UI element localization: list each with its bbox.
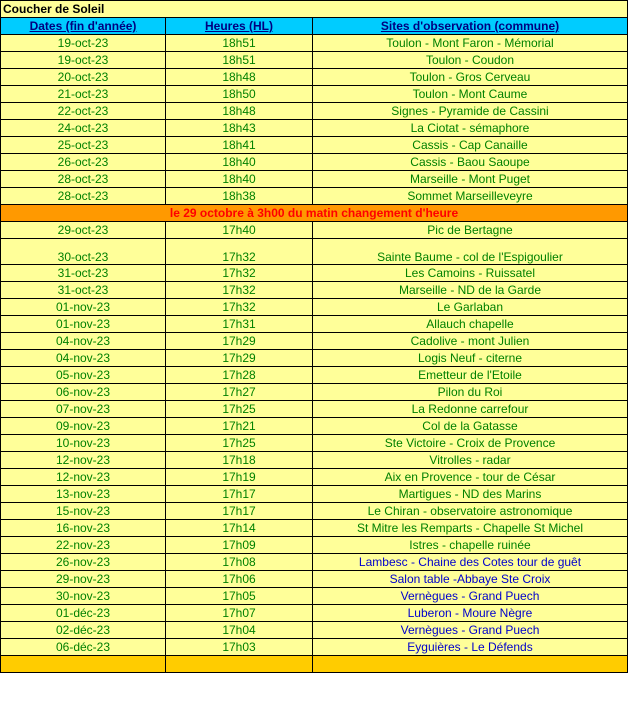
site-cell[interactable]: Signes - Pyramide de Cassini xyxy=(313,103,628,120)
header-row xyxy=(1,18,628,35)
table-row xyxy=(1,282,628,299)
date-cell[interactable]: 04-nov-23 xyxy=(1,350,166,367)
date-cell[interactable]: 28-oct-23 xyxy=(1,188,166,205)
date-cell[interactable]: 25-oct-23 xyxy=(1,137,166,154)
site-cell[interactable]: Vernègues - Grand Puech xyxy=(313,588,628,605)
header-time[interactable]: Heures (HL) xyxy=(166,18,313,35)
table-row xyxy=(1,554,628,571)
site-cell[interactable]: Luberon - Moure Nègre xyxy=(313,605,628,622)
table-row xyxy=(1,588,628,605)
date-cell[interactable]: 19-oct-23 xyxy=(1,52,166,69)
table-row xyxy=(1,299,628,316)
date-cell[interactable]: 05-nov-23 xyxy=(1,367,166,384)
sheet-title[interactable]: Coucher de Soleil xyxy=(1,1,628,18)
site-cell[interactable]: Istres - chapelle ruinée xyxy=(313,537,628,554)
site-cell[interactable]: Sommet Marseilleveyre xyxy=(313,188,628,205)
time-change-notice[interactable]: le 29 octobre à 3h00 du matin changement d'heure xyxy=(1,205,628,222)
table-row xyxy=(1,418,628,435)
time-cell[interactable]: 17h21 xyxy=(166,418,313,435)
time-cell[interactable]: 17h19 xyxy=(166,469,313,486)
site-cell[interactable]: Cassis - Baou Saoupe xyxy=(313,154,628,171)
empty-cell[interactable] xyxy=(166,656,313,673)
table-row xyxy=(1,571,628,588)
table-row xyxy=(1,265,628,282)
time-cell[interactable]: 17h09 xyxy=(166,537,313,554)
time-cell[interactable]: 18h51 xyxy=(166,52,313,69)
time-cell[interactable]: 17h32 xyxy=(166,265,313,282)
time-cell[interactable]: 18h41 xyxy=(166,137,313,154)
table-row xyxy=(1,120,628,137)
time-cell[interactable]: 18h48 xyxy=(166,69,313,86)
site-cell[interactable]: Logis Neuf - citerne xyxy=(313,350,628,367)
table-row xyxy=(1,639,628,656)
table-row xyxy=(1,350,628,367)
title-row xyxy=(1,1,628,18)
table-row xyxy=(1,333,628,350)
table-row xyxy=(1,435,628,452)
date-cell[interactable]: 29-oct-23 xyxy=(1,222,166,239)
date-cell[interactable]: 06-nov-23 xyxy=(1,384,166,401)
date-cell[interactable]: 20-oct-23 xyxy=(1,69,166,86)
date-cell[interactable]: 13-nov-23 xyxy=(1,486,166,503)
table-row xyxy=(1,103,628,120)
site-cell[interactable]: Emetteur de l'Etoile xyxy=(313,367,628,384)
table-row xyxy=(1,222,628,239)
date-cell[interactable]: 12-nov-23 xyxy=(1,452,166,469)
date-cell[interactable]: 10-nov-23 xyxy=(1,435,166,452)
date-cell[interactable]: 31-oct-23 xyxy=(1,265,166,282)
date-cell[interactable]: 02-déc-23 xyxy=(1,622,166,639)
empty-cell[interactable] xyxy=(313,656,628,673)
footer-row xyxy=(1,656,628,673)
date-cell[interactable]: 16-nov-23 xyxy=(1,520,166,537)
time-cell[interactable]: 17h06 xyxy=(166,571,313,588)
time-cell[interactable]: 18h40 xyxy=(166,154,313,171)
time-cell[interactable]: 17h32 xyxy=(166,299,313,316)
time-cell[interactable]: 17h32 xyxy=(166,239,313,265)
table-row xyxy=(1,520,628,537)
time-cell[interactable]: 17h29 xyxy=(166,350,313,367)
site-cell[interactable]: Pic de Bertagne xyxy=(313,222,628,239)
date-cell[interactable]: 30-oct-23 xyxy=(1,239,166,265)
site-cell[interactable]: Lambesc - Chaine des Cotes tour de guêt xyxy=(313,554,628,571)
date-cell[interactable]: 29-nov-23 xyxy=(1,571,166,588)
date-cell[interactable]: 31-oct-23 xyxy=(1,282,166,299)
site-cell[interactable]: Toulon - Coudon xyxy=(313,52,628,69)
table-row xyxy=(1,316,628,333)
site-cell[interactable]: Le Chiran - observatoire astronomique xyxy=(313,503,628,520)
date-cell[interactable]: 09-nov-23 xyxy=(1,418,166,435)
time-cell[interactable]: 17h14 xyxy=(166,520,313,537)
date-cell[interactable]: 01-déc-23 xyxy=(1,605,166,622)
time-cell[interactable]: 17h03 xyxy=(166,639,313,656)
table-row xyxy=(1,401,628,418)
time-cell[interactable]: 17h05 xyxy=(166,588,313,605)
table-row xyxy=(1,86,628,103)
site-cell[interactable]: Toulon - Mont Faron - Mémorial xyxy=(313,35,628,52)
time-cell[interactable]: 17h17 xyxy=(166,486,313,503)
date-cell[interactable]: 01-nov-23 xyxy=(1,316,166,333)
site-cell[interactable]: Toulon - Mont Caume xyxy=(313,86,628,103)
site-cell[interactable]: Les Camoins - Ruissatel xyxy=(313,265,628,282)
table-row xyxy=(1,35,628,52)
time-cell[interactable]: 17h32 xyxy=(166,282,313,299)
site-cell[interactable]: St Mitre les Remparts - Chapelle St Michel xyxy=(313,520,628,537)
site-cell[interactable]: Pilon du Roi xyxy=(313,384,628,401)
site-cell[interactable]: Allauch chapelle xyxy=(313,316,628,333)
table-row xyxy=(1,69,628,86)
empty-cell[interactable] xyxy=(1,656,166,673)
date-cell[interactable]: 04-nov-23 xyxy=(1,333,166,350)
time-cell[interactable]: 18h48 xyxy=(166,103,313,120)
table-row xyxy=(1,452,628,469)
time-cell[interactable]: 18h50 xyxy=(166,86,313,103)
site-cell[interactable]: La Redonne carrefour xyxy=(313,401,628,418)
site-cell[interactable]: Toulon - Gros Cerveau xyxy=(313,69,628,86)
time-cell[interactable]: 17h08 xyxy=(166,554,313,571)
date-cell[interactable]: 28-oct-23 xyxy=(1,171,166,188)
table-row xyxy=(1,622,628,639)
time-cell[interactable]: 17h17 xyxy=(166,503,313,520)
time-cell[interactable]: 18h43 xyxy=(166,120,313,137)
time-change-row xyxy=(1,205,628,222)
date-cell[interactable]: 22-oct-23 xyxy=(1,103,166,120)
date-cell[interactable]: 24-oct-23 xyxy=(1,120,166,137)
time-cell[interactable]: 18h51 xyxy=(166,35,313,52)
site-cell[interactable]: Eyguières - Le Défends xyxy=(313,639,628,656)
site-cell[interactable]: La Ciotat - sémaphore xyxy=(313,120,628,137)
time-cell[interactable]: 17h40 xyxy=(166,222,313,239)
date-cell[interactable]: 21-oct-23 xyxy=(1,86,166,103)
header-date[interactable]: Dates (fin d'année) xyxy=(1,18,166,35)
date-cell[interactable]: 26-oct-23 xyxy=(1,154,166,171)
time-cell[interactable]: 17h07 xyxy=(166,605,313,622)
site-cell[interactable]: Col de la Gatasse xyxy=(313,418,628,435)
table-row xyxy=(1,188,628,205)
date-cell[interactable]: 07-nov-23 xyxy=(1,401,166,418)
table-row xyxy=(1,486,628,503)
time-cell[interactable]: 17h25 xyxy=(166,435,313,452)
date-cell[interactable]: 12-nov-23 xyxy=(1,469,166,486)
date-cell[interactable]: 26-nov-23 xyxy=(1,554,166,571)
time-cell[interactable]: 17h27 xyxy=(166,384,313,401)
table-row xyxy=(1,537,628,554)
site-cell[interactable]: Salon table -Abbaye Ste Croix xyxy=(313,571,628,588)
date-cell[interactable]: 30-nov-23 xyxy=(1,588,166,605)
site-cell[interactable]: Marseille - ND de la Garde xyxy=(313,282,628,299)
site-cell[interactable]: Sainte Baume - col de l'Espigoulier xyxy=(313,239,628,265)
table-row xyxy=(1,52,628,69)
time-cell[interactable]: 18h38 xyxy=(166,188,313,205)
site-cell[interactable]: Aix en Provence - tour de César xyxy=(313,469,628,486)
table-row xyxy=(1,384,628,401)
site-cell[interactable]: Marseille - Mont Puget xyxy=(313,171,628,188)
table-row xyxy=(1,171,628,188)
time-cell[interactable]: 17h18 xyxy=(166,452,313,469)
table-row xyxy=(1,469,628,486)
header-site[interactable]: Sites d'observation (commune) xyxy=(313,18,628,35)
table-row xyxy=(1,605,628,622)
date-cell[interactable]: 06-déc-23 xyxy=(1,639,166,656)
site-cell[interactable]: Le Garlaban xyxy=(313,299,628,316)
table-row xyxy=(1,503,628,520)
site-cell[interactable]: Vernègues - Grand Puech xyxy=(313,622,628,639)
table-row xyxy=(1,239,628,265)
date-cell[interactable]: 22-nov-23 xyxy=(1,537,166,554)
site-cell[interactable]: Cassis - Cap Canaille xyxy=(313,137,628,154)
site-cell[interactable]: Vitrolles - radar xyxy=(313,452,628,469)
table-row xyxy=(1,367,628,384)
date-cell[interactable]: 15-nov-23 xyxy=(1,503,166,520)
time-cell[interactable]: 17h29 xyxy=(166,333,313,350)
time-cell[interactable]: 18h40 xyxy=(166,171,313,188)
site-cell[interactable]: Martigues - ND des Marins xyxy=(313,486,628,503)
time-cell[interactable]: 17h31 xyxy=(166,316,313,333)
table-row xyxy=(1,154,628,171)
table-row xyxy=(1,137,628,154)
time-cell[interactable]: 17h25 xyxy=(166,401,313,418)
date-cell[interactable]: 19-oct-23 xyxy=(1,35,166,52)
date-cell[interactable]: 01-nov-23 xyxy=(1,299,166,316)
time-cell[interactable]: 17h04 xyxy=(166,622,313,639)
site-cell[interactable]: Ste Victoire - Croix de Provence xyxy=(313,435,628,452)
time-cell[interactable]: 17h28 xyxy=(166,367,313,384)
site-cell[interactable]: Cadolive - mont Julien xyxy=(313,333,628,350)
